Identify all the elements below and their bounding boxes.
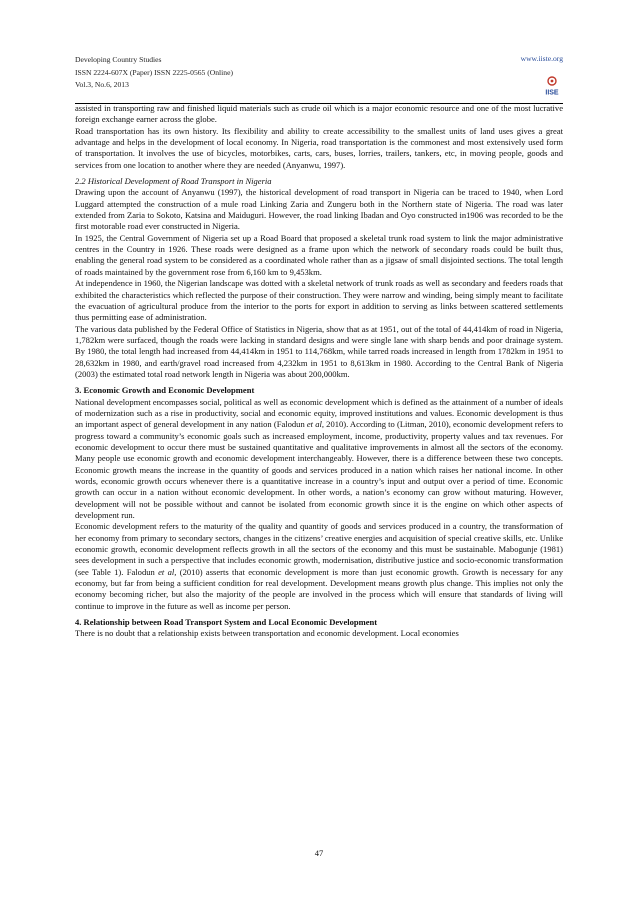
paragraph: Drawing upon the account of Anyanwu (1997), the historical development of road transport in Nigeria can be traced to 1940, when Lord Luggard attempted the construction of a mule road Linking Zaria and Zungeru both in the Northern state of Nigeria. The road was later extended from Zaria to Sokoto, Katsina and Maiduguri. However, the road linking Ibadan and Oyo constructed in1906 was recorded to be the first motorable road ever constructed in Nigeria.	[75, 187, 563, 232]
paragraph: The various data published by the Federal Office of Statistics in Nigeria, show that as at 1951, out of the total of 44,414km of road in Nigeria, 1,782km were surfaced, though the roads were lacking in standard designs and were single lane with sharp bends and poor drainage system. By 1980, the total length had increased from 44,414km in 1951 to 114,768km, while tarred roads increased in length from 1782km in 1951 to 28,632km in 1980, and earth/gravel road increased from 4,232km in 1951 to 8,613km in 1980. According to the Central Bank of Nigeria (2003) the estimated total road network length in Nigeria was about 200,000km.	[75, 323, 563, 379]
paragraph: In 1925, the Central Government of Nigeria set up a Road Board that proposed a skeletal trunk road system to link the major administrative centres in the Country in 1926. These roads were designed as a frame upon which the network of secondary roads could be built thus, enabling the general road system to be considered as a coordinated whole rather than as a jigsaw of small disjointed sections. The total length of roads maintained by the government rose from 6,160 km to 9,453km.	[75, 232, 563, 277]
main-content	[75, 103, 563, 640]
iiste-logo	[541, 76, 563, 96]
journal-header	[75, 54, 233, 92]
svg-text:IISE: IISE	[545, 89, 559, 96]
paragraph: Road transportation has its own history. Its flexibility and ability to create accessibility to the smallest units of land uses gives a great advantage and helps in the development of local economy. In Nigeria, road transportation is the commonest and most extensively used form of transportation. It involves the use of bicycles, motorbikes, carts, cars, buses, lorries, trailers, tankers, etc, in moving people, goods and services from one location to another where they are needed (Anyanwu, 1997).	[75, 125, 563, 170]
paragraph: National development encompasses social, political as well as economic development which is defined as the attainment of a number of ideals of modernization such as a rise in productivity, social and economic equity, improved institutions and values. Economic development is thus an important aspect of general development in any nation (Falodun et al, 2010). According to (Litman, 2010), economic development refers to progress toward a community’s economic goals such as increased employment, income, productivity, property values and tax revenues. For economic development to occur there must be sustained quantitative and qualitative improvements in almost all the sectors of the economy. Many people use economic growth and economic development interchangeably. However, there is a difference between these two concepts. Economic growth means the increase in the quantity of goods and services produced in a nation which raises her national income. In other words, economic growth occurs whenever there is a quantitative increase in a country’s input and output over a period of time. Economic growth can occur in a nation without economic development. In other words, a nation’s economy can grow without maturing. However, development will not be possible without and cannot be isolated from economic growth since it is the engine on which other aspects of development run.	[75, 396, 563, 521]
paragraph: At independence in 1960, the Nigerian landscape was dotted with a skeletal network of trunk roads as well as secondary and feeders roads that exhibited the characteristics which reflected the purpose of their construction. They were narrow and winding, being simply meant to facilitate the evacuation of agricultural produce from the interior to the ports for export in addition to serving as links between scattered settlements thus permitting ease of administration.	[75, 278, 563, 323]
page-number: 47	[314, 848, 324, 858]
journal-name: Developing Country Studies	[75, 55, 162, 64]
paragraph: assisted in transporting raw and finished liquid materials such as crude oil which is a major economic resource and one of the most lucrative foreign exchange earner across the globe.	[75, 103, 563, 125]
section-heading: 4. Relationship between Road Transport System and Local Economic Development	[75, 617, 378, 628]
journal-volume: Vol.3, No.6, 2013	[75, 80, 129, 90]
journal-issn: ISSN 2224-607X (Paper) ISSN 2225-0565 (Online)	[75, 67, 233, 77]
subsection-heading: 2.2 Historical Development of Road Transport in Nigeria	[75, 176, 272, 187]
paragraph: There is no doubt that a relationship exists between transportation and economic development. Local economies	[75, 628, 459, 639]
section-heading: 3. Economic Growth and Economic Development	[75, 385, 255, 396]
journal-url-link[interactable]: www.iiste.org	[520, 54, 563, 63]
paragraph: Economic development refers to the maturity of the quality and quantity of goods and services produced in a country, the transformation of her economy from primary to secondary sectors, changes in the citizens’ creative energies and acquisition of special creative skills, etc. Unlike economic growth, economic development reflects growth in all the sectors of the economy and this must be sustainable. Mabogunje (1981) sees development in such a perspective that includes economic growth, modernisation, distributive justice and socio-economic transformation (see Table 1). Falodun et al, (2010) asserts that economic development is more than just economic growth. Growth is necessary for any economy, but far from being a sufficient condition for real development. Development means growth plus change. This implies not only the economy becoming richer, but also the majority of the people are involved in the process which will ensure that standards of living will continue to improve in the future as well as income per person.	[75, 521, 563, 611]
